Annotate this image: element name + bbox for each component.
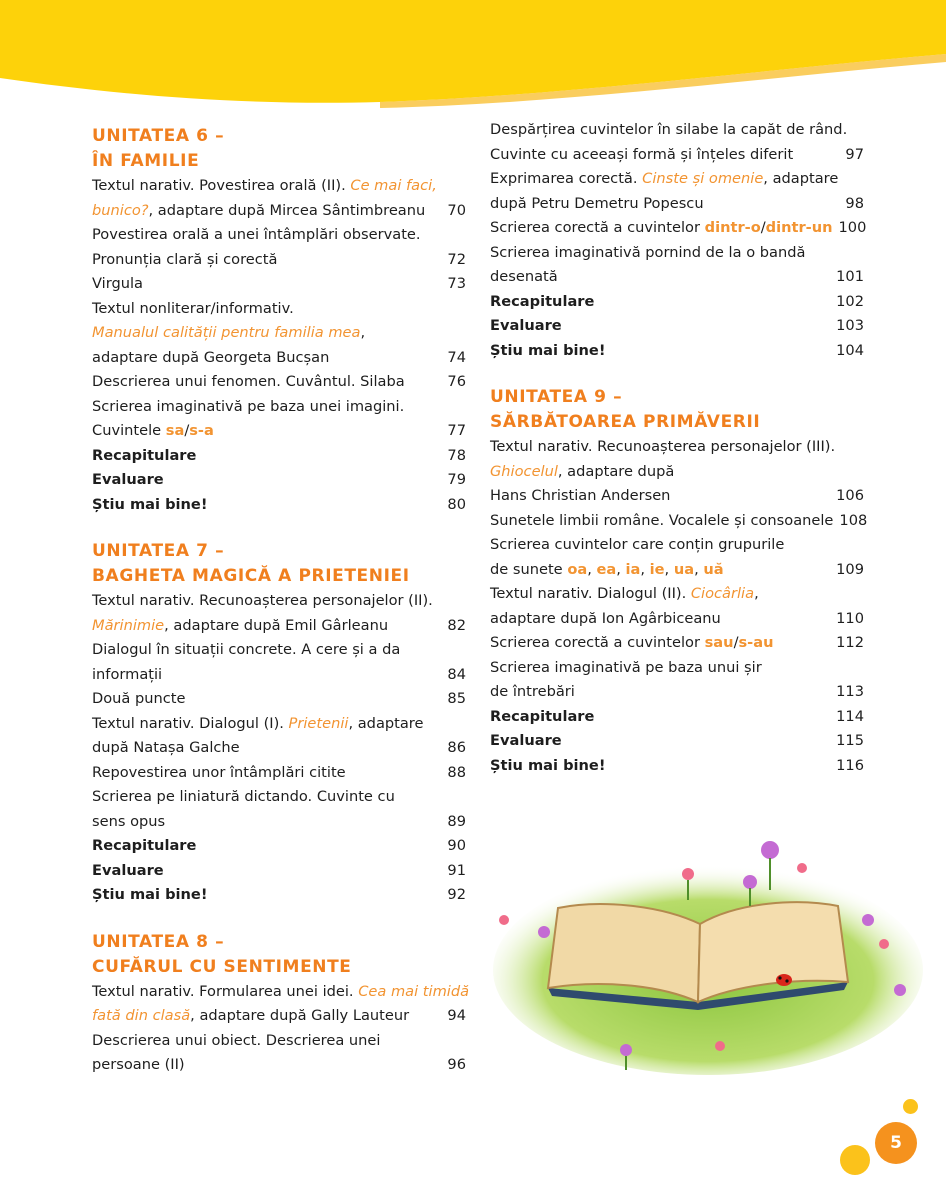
top-decorative-band: [0, 0, 946, 110]
toc-entry: [490, 631, 864, 656]
unit-title-line: SĂRBĂTOAREA PRIMĂVERII: [490, 412, 761, 432]
toc-entry-page-number: 85: [447, 690, 466, 707]
toc-entry-text: [490, 216, 833, 241]
toc-entry-text-part: Două puncte: [92, 690, 186, 707]
toc-entry: [490, 265, 864, 290]
toc-entry-text-part: Textul narativ. Dialogul (II).: [490, 585, 691, 602]
toc-entry-text-part: Scrierea imaginativă pornind de la o bandă: [490, 243, 806, 261]
toc-entry-text: [92, 468, 164, 493]
toc-entry-text-part: Scrierea imaginativă pe baza unui șir: [490, 658, 762, 676]
toc-entry-text-part: Textul narativ. Recunoașterea personajelor (II).: [92, 592, 433, 609]
toc-entry: [490, 143, 864, 168]
toc-entry-page-number: 94: [447, 1007, 466, 1024]
toc-entry-text: [490, 435, 835, 460]
toc-entry-text: [490, 167, 838, 192]
toc-entry-text-part: sau: [704, 634, 734, 651]
toc-entry-page-number: 92: [447, 886, 466, 903]
toc-entry-text: [92, 1029, 380, 1054]
toc-entry: [92, 980, 470, 1005]
toc-entry-text-part: Evaluare: [490, 732, 562, 749]
unit-title-line: UNITATEA 7 –: [92, 541, 225, 561]
toc-entry: [92, 785, 466, 810]
toc-entry: [92, 248, 466, 273]
toc-entry-text-part: Știu mai bine!: [490, 341, 606, 359]
toc-entry-text-part: dintr-un: [765, 219, 833, 236]
toc-entry-text: [490, 265, 558, 290]
toc-entry-text: [490, 118, 847, 143]
toc-entry-text-part: Știu mai bine!: [92, 495, 208, 513]
toc-entry-text-part: Repovestirea unor întâmplări citite: [92, 763, 346, 781]
toc-entry-page-number: 106: [836, 487, 864, 504]
toc-entry-page-number: 109: [836, 560, 864, 578]
toc-entry-text-part: desenată: [490, 268, 558, 285]
toc-entry-text-part: , adaptare: [763, 170, 839, 187]
toc-entry: [92, 736, 466, 761]
toc-entry: [92, 223, 466, 248]
toc-entry: [490, 216, 867, 241]
toc-entry-page-number: 82: [447, 616, 466, 634]
toc-entry-text-part: Știu mai bine!: [92, 886, 208, 903]
toc-entry-text: [490, 339, 606, 364]
toc-entry-text-part: fată din clasă: [92, 1007, 191, 1024]
toc-entry-text-part: Mărinimie: [92, 616, 165, 634]
toc-entry: [490, 582, 864, 607]
toc-entry-text-part: Scrierea pe liniatură dictando. Cuvinte cu: [92, 788, 395, 805]
toc-entry: [490, 705, 864, 730]
toc-entry-text-part: Descrierea unui obiect. Descrierea unei: [92, 1031, 381, 1049]
toc-entry-text-part: ,: [694, 560, 704, 578]
toc-entry-text-part: Evaluare: [92, 861, 164, 879]
toc-entry-text-part: Textul narativ. Povestirea orală (II).: [92, 177, 351, 194]
toc-entry-text-part: ,: [640, 560, 650, 578]
toc-unit: [92, 930, 470, 1078]
toc-entry-text-part: dintr-o: [704, 219, 761, 236]
toc-entry-text: [92, 834, 196, 859]
toc-entry-text-part: ua: [673, 560, 695, 578]
toc-entry-text: [92, 248, 277, 273]
toc-entry: [92, 370, 466, 395]
toc-entry-text: [490, 290, 594, 315]
toc-entry-text-part: Scrierea imaginativă pe baza unei imagini.: [92, 397, 405, 415]
toc-entry-page-number: 77: [447, 422, 466, 439]
toc-entry-text-part: Dialogul în situații concrete. A cere și a da: [92, 641, 401, 658]
toc-entry-text: [490, 143, 793, 168]
toc-entry: [490, 192, 864, 217]
toc-entry-page-number: 102: [836, 292, 864, 310]
toc-entry-page-number: 76: [447, 373, 466, 390]
toc-entry-page-number: 86: [447, 739, 466, 756]
toc-entry-text: [92, 859, 164, 884]
unit-title-line: UNITATEA 8 –: [92, 931, 225, 952]
toc-entry: [92, 174, 466, 199]
toc-entry: [490, 314, 864, 339]
toc-entry-text-part: uă: [703, 560, 724, 578]
toc-entry-page-number: 80: [447, 495, 466, 513]
toc-entry-text-part: Textul nonliterar/informativ.: [92, 299, 294, 317]
toc-entry-text-part: după Natașa Galche: [92, 739, 240, 756]
toc-entry-page-number: 79: [447, 471, 466, 488]
toc-entry-text-part: Ghiocelul: [490, 462, 558, 480]
toc-entry-text-part: Știu mai bine!: [490, 756, 606, 774]
toc-entry-page-number: 112: [836, 634, 864, 651]
toc-entry-text: [92, 810, 165, 835]
toc-entry-page-number: 114: [836, 707, 864, 725]
unit-title-line: ÎN FAMILIE: [92, 151, 200, 171]
toc-entry-text: [92, 663, 162, 688]
toc-entry: [490, 754, 864, 779]
toc-entry-page-number: 116: [836, 756, 864, 774]
toc-entry: [92, 883, 466, 908]
toc-entry-text-part: s-au: [738, 634, 774, 651]
toc-entry-text-part: Ce mai faci,: [350, 177, 437, 194]
toc-entry-text: [490, 754, 606, 779]
toc-entry: [490, 118, 864, 143]
toc-entry: [92, 810, 466, 835]
toc-entry-page-number: 74: [447, 348, 466, 366]
toc-entry: [92, 663, 466, 688]
toc-entry-text-part: , adaptare: [348, 714, 424, 732]
toc-entry-text-part: Cea mai timidă: [358, 982, 470, 1000]
toc-entry: [92, 468, 466, 493]
toc-entry-text: [92, 638, 400, 663]
open-book-on-grass-icon: [488, 820, 928, 1080]
toc-entry-page-number: 70: [447, 201, 466, 219]
toc-entry-text-part: Exprimarea corectă.: [490, 170, 643, 187]
toc-entry-text: [92, 980, 469, 1005]
toc-entry-text-part: , adaptare după Gally Lauteur: [190, 1007, 410, 1024]
toc-entry-text: [490, 484, 670, 509]
toc-entry-text-part: /: [184, 422, 190, 439]
toc-entry-text: [92, 1053, 185, 1078]
toc-entry-text-part: ,: [754, 585, 759, 602]
toc-entry-page-number: 91: [447, 861, 466, 879]
toc-entry: [490, 167, 864, 192]
toc-entry-text-part: s-a: [189, 422, 214, 439]
toc-entry-text-part: Pronunția clară și corectă: [92, 250, 278, 268]
toc-entry: [92, 1004, 466, 1029]
toc-entry: [92, 638, 466, 663]
toc-entry-text: [490, 656, 762, 681]
toc-entry-page-number: 103: [836, 317, 864, 334]
toc-entry-text-part: de sunete: [490, 560, 568, 578]
toc-entry-text-part: Cuvinte cu aceeași formă și înțeles diferit: [490, 145, 794, 163]
toc-entry-page-number: 84: [447, 665, 466, 683]
toc-entry-text: [92, 444, 196, 469]
toc-entry: [92, 321, 466, 346]
toc-entry-page-number: 108: [839, 511, 868, 529]
toc-entry-text: [92, 883, 208, 908]
toc-entry: [92, 297, 466, 322]
toc-entry: [92, 199, 466, 224]
toc-entry: [92, 1029, 466, 1054]
toc-entry-text: [92, 687, 185, 712]
toc-entry: [490, 484, 864, 509]
unit-title-line: CUFĂRUL CU SENTIMENTE: [92, 956, 352, 977]
toc-entry: [92, 493, 466, 518]
toc-entry-page-number: 110: [836, 609, 864, 627]
toc-entry-page-number: 89: [447, 812, 466, 830]
toc-entry-text-part: de întrebări: [490, 683, 575, 700]
toc-entry: [92, 419, 466, 444]
toc-entry-text-part: Povestirea orală a unei întâmplări observate.: [92, 226, 421, 243]
toc-entry-text-part: Virgula: [92, 275, 143, 292]
toc-entry-text-part: Textul narativ. Recunoașterea personajelor (III).: [490, 438, 836, 455]
toc-entry-text-part: sens opus: [92, 812, 166, 830]
toc-entry-text-part: bunico?: [92, 201, 149, 219]
toc-entry-text-part: Recapitulare: [490, 292, 595, 310]
toc-entry-text-part: ia: [625, 560, 641, 578]
toc-entry-text-part: Hans Christian Andersen: [490, 487, 671, 504]
toc-entry: [490, 460, 864, 485]
toc-entry-page-number: 101: [836, 268, 864, 285]
toc-entry-text: [490, 460, 674, 485]
toc-entry-text-part: Cinste și omenie: [642, 170, 764, 187]
toc-entry-text: [490, 680, 575, 705]
toc-entry-text-part: informații: [92, 665, 163, 683]
toc-entry-page-number: 115: [836, 732, 864, 749]
toc-entry-text: [490, 533, 784, 558]
toc-entry: [490, 241, 864, 266]
toc-entry: [490, 435, 864, 460]
toc-entry: [92, 444, 466, 469]
toc-entry-page-number: 78: [447, 446, 466, 464]
toc-entry-text-part: ,: [587, 560, 597, 578]
toc-entry-text-part: Sunetele limbii române. Vocalele și consoanele: [490, 511, 834, 529]
toc-entry-text: [92, 174, 437, 199]
toc-entry-text-part: Cuvintele: [92, 422, 166, 439]
toc-entry-text-part: Ciocârlia: [690, 585, 755, 602]
toc-unit: [490, 118, 867, 363]
toc-entry-text-part: /: [733, 634, 739, 651]
toc-entry-page-number: 104: [836, 341, 864, 359]
toc-entry: [490, 290, 864, 315]
toc-entry: [92, 712, 466, 737]
toc-entry-text: [490, 314, 562, 339]
toc-entry-text-part: , adaptare după Mircea Sântimbreanu: [148, 201, 426, 219]
toc-entry-text-part: Textul narativ. Formularea unei idei.: [92, 982, 359, 1000]
toc-entry-text-part: Evaluare: [490, 317, 562, 334]
toc-entry: [92, 346, 466, 371]
toc-entry-text: [92, 223, 421, 248]
toc-entry-text-part: Textul narativ. Dialogul (I).: [92, 714, 289, 732]
toc-entry-page-number: 88: [447, 763, 466, 781]
toc-entry: [490, 680, 864, 705]
toc-entry-text-part: ,: [664, 560, 674, 578]
toc-left-column: [92, 118, 470, 1078]
toc-entry-text-part: ,: [616, 560, 626, 578]
toc-entry-page-number: 90: [447, 837, 466, 854]
toc-entry-text: [490, 241, 805, 266]
toc-entry-page-number: 72: [447, 250, 466, 268]
toc-entry-text-part: Recapitulare: [92, 837, 197, 854]
toc-entry-text-part: Manualul calității pentru familia mea: [92, 324, 361, 341]
toc-entry: [490, 509, 868, 534]
toc-entry: [92, 834, 466, 859]
toc-entry-text: [490, 631, 773, 656]
toc-entry-page-number: 113: [836, 683, 864, 700]
toc-entry-text: [92, 712, 423, 737]
toc-entry-text: [92, 736, 240, 761]
toc-entry-page-number: 97: [845, 145, 864, 163]
toc-entry-text-part: oa: [567, 560, 588, 578]
toc-unit: [490, 385, 868, 778]
toc-entry-text-part: persoane (II): [92, 1056, 185, 1073]
toc-entry-page-number: 100: [838, 219, 867, 236]
toc-entry-text-part: adaptare după Ion Agârbiceanu: [490, 609, 721, 627]
toc-entry-page-number: 98: [845, 194, 864, 212]
toc-entry-text: [92, 272, 143, 297]
toc-entry-text-part: ea: [596, 560, 617, 578]
toc-entry-text-part: Despărțirea cuvintelor în silabe la capăt de rând.: [490, 121, 848, 138]
toc-entry-text: [490, 582, 759, 607]
toc-entry: [92, 589, 466, 614]
toc-entry-text: [490, 729, 562, 754]
unit-title-line: BAGHETA MAGICĂ A PRIETENIEI: [92, 566, 410, 586]
toc-entry-text-part: , adaptare după: [557, 462, 675, 480]
toc-entry: [490, 729, 864, 754]
toc-entry: [490, 558, 864, 583]
toc-entry-text-part: Descrierea unui fenomen. Cuvântul. Silaba: [92, 373, 405, 390]
toc-entry-text: [92, 589, 433, 614]
toc-entry-text-part: Scrierea corectă a cuvintelor: [490, 219, 705, 236]
toc-entry: [92, 395, 466, 420]
toc-entry: [92, 859, 466, 884]
toc-entry-text-part: Prietenii: [288, 714, 349, 732]
toc-entry-text: [92, 199, 425, 224]
toc-entry-text-part: Recapitulare: [92, 446, 197, 464]
toc-entry-text: [92, 614, 388, 639]
decorative-dot-large: [840, 1145, 870, 1175]
toc-entry: [92, 687, 466, 712]
toc-entry-text: [490, 192, 704, 217]
toc-entry-text-part: ,: [360, 324, 366, 341]
toc-entry-text-part: Scrierea cuvintelor care conțin grupurile: [490, 536, 785, 553]
toc-entry-text-part: ie: [649, 560, 665, 578]
toc-right-column: [490, 118, 868, 778]
toc-entry-text: [92, 419, 214, 444]
unit-title-line: UNITATEA 6 –: [92, 126, 225, 146]
toc-entry-text: [92, 321, 365, 346]
toc-entry-text-part: Evaluare: [92, 471, 164, 488]
toc-entry-text-part: Recapitulare: [490, 707, 595, 725]
toc-entry-text: [490, 558, 724, 583]
toc-entry-text: [92, 297, 294, 322]
toc-entry: [490, 607, 864, 632]
toc-entry-text: [490, 607, 721, 632]
toc-entry-text: [92, 761, 346, 786]
toc-unit: [92, 539, 466, 908]
toc-entry-text-part: Scrierea corectă a cuvintelor: [490, 634, 705, 651]
toc-entry-text-part: /: [760, 219, 766, 236]
toc-entry-text: [92, 1004, 409, 1029]
toc-unit: [92, 124, 466, 517]
toc-entry-text-part: , adaptare după Emil Gârleanu: [164, 616, 389, 634]
toc-entry-page-number: 96: [447, 1056, 466, 1073]
toc-entry-text: [92, 493, 208, 518]
toc-entry-text: [92, 370, 405, 395]
toc-entry-text: [92, 395, 404, 420]
toc-entry-text: [92, 785, 395, 810]
toc-entry: [92, 614, 466, 639]
decorative-dot-small: [903, 1099, 918, 1114]
toc-entry: [490, 533, 864, 558]
toc-entry: [92, 761, 466, 786]
toc-entry-text-part: adaptare după Georgeta Bucșan: [92, 348, 330, 366]
toc-entry-text: [490, 705, 594, 730]
toc-entry-page-number: 73: [447, 275, 466, 292]
unit-title-line: UNITATEA 9 –: [490, 387, 623, 407]
toc-entry: [490, 339, 864, 364]
toc-entry: [92, 272, 466, 297]
toc-entry-text: [490, 509, 833, 534]
page-number: 5: [890, 1133, 902, 1153]
toc-entry-text: [92, 346, 329, 371]
page-number-badge: [875, 1122, 917, 1164]
toc-entry-text-part: sa: [165, 422, 185, 439]
toc-entry: [92, 1053, 466, 1078]
toc-entry: [490, 656, 864, 681]
toc-entry-text-part: după Petru Demetru Popescu: [490, 194, 704, 212]
